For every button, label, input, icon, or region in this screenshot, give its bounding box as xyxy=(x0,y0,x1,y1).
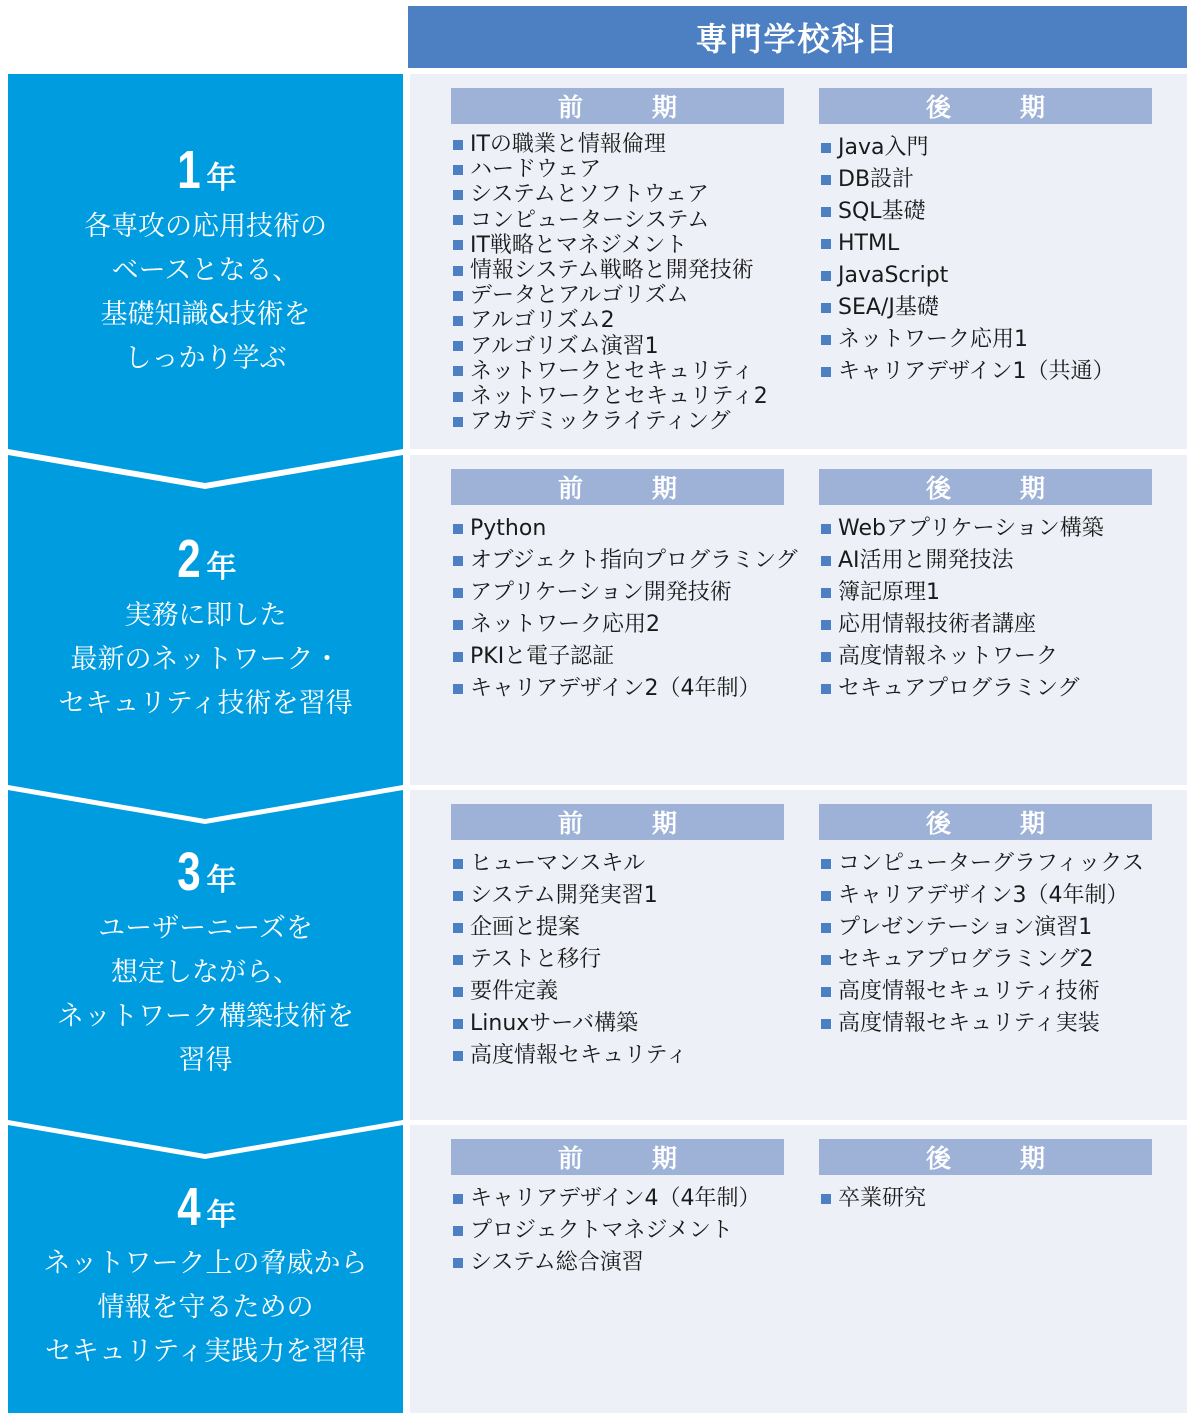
square-bullet-icon xyxy=(821,588,831,598)
square-bullet-icon xyxy=(453,1051,463,1061)
square-bullet-icon xyxy=(453,190,463,200)
course-list xyxy=(819,132,1152,388)
course-name: システム総合演習 xyxy=(470,1250,644,1275)
course-name: DB設計 xyxy=(838,167,915,192)
course-item xyxy=(451,258,784,283)
course-list xyxy=(819,513,1152,705)
year-suffix: 年 xyxy=(206,550,237,585)
course-item xyxy=(819,356,1152,388)
square-bullet-icon xyxy=(821,891,831,901)
course-name: システム開発実習1 xyxy=(470,883,658,908)
late-term-column xyxy=(819,469,1152,705)
square-bullet-icon xyxy=(821,1019,831,1029)
square-bullet-icon xyxy=(453,859,463,869)
course-name: オブジェクト指向プログラミング xyxy=(470,548,798,573)
course-name: アルゴリズム演習1 xyxy=(470,333,659,359)
course-item xyxy=(819,912,1152,944)
year-1-courses xyxy=(410,74,1187,449)
course-item xyxy=(451,673,784,705)
course-name: アカデミックライティング xyxy=(470,409,731,435)
year-label xyxy=(174,139,237,200)
square-bullet-icon xyxy=(453,291,463,301)
square-bullet-icon xyxy=(453,366,463,376)
course-item xyxy=(451,1040,784,1072)
course-name: アルゴリズム2 xyxy=(470,308,615,334)
square-bullet-icon xyxy=(453,341,463,351)
square-bullet-icon xyxy=(821,271,831,281)
course-name: セキュアプログラミング xyxy=(838,676,1080,701)
year-suffix: 年 xyxy=(206,1198,237,1233)
square-bullet-icon xyxy=(821,175,831,185)
course-name: ヒューマンスキル xyxy=(470,851,646,876)
square-bullet-icon xyxy=(821,303,831,313)
course-name: キャリアデザイン3（4年制） xyxy=(838,883,1129,908)
course-item xyxy=(451,359,784,384)
course-item xyxy=(819,641,1152,673)
course-item xyxy=(819,196,1152,228)
course-name: プロジェクトマネジメント xyxy=(470,1218,733,1243)
year-description-line: ユーザーニーズを xyxy=(98,913,313,944)
course-item xyxy=(451,233,784,258)
square-bullet-icon xyxy=(453,684,463,694)
course-name: AI活用と開発技法 xyxy=(838,548,1014,573)
course-item xyxy=(819,164,1152,196)
course-item xyxy=(451,384,784,409)
course-item xyxy=(451,944,784,976)
square-bullet-icon xyxy=(453,955,463,965)
course-name: 応用情報技術者講座 xyxy=(838,612,1037,637)
year-number: 1 xyxy=(177,139,202,200)
course-name: PKIと電子認証 xyxy=(470,644,615,669)
course-name: コンピューターシステム xyxy=(470,207,710,233)
year-label xyxy=(174,842,237,902)
course-item xyxy=(451,283,784,308)
course-name: 情報システム戦略と開発技術 xyxy=(470,258,754,284)
square-bullet-icon xyxy=(453,1194,463,1204)
course-item xyxy=(451,880,784,912)
course-item xyxy=(819,976,1152,1008)
square-bullet-icon xyxy=(821,859,831,869)
course-item xyxy=(451,182,784,207)
late-term-column xyxy=(819,1139,1152,1215)
year-number: 4 xyxy=(177,1177,202,1237)
course-name: IT戦略とマネジメント xyxy=(470,232,688,258)
course-list xyxy=(451,513,798,705)
year-description-line: しっかり学ぶ xyxy=(124,342,287,374)
course-item xyxy=(819,545,1152,577)
year-description-line: 各専攻の応用技術の xyxy=(84,210,327,242)
course-item xyxy=(819,292,1152,324)
year-label xyxy=(174,1177,237,1237)
square-bullet-icon xyxy=(453,891,463,901)
course-name: アプリケーション開発技術 xyxy=(470,580,732,605)
square-bullet-icon xyxy=(821,239,831,249)
course-item xyxy=(819,324,1152,356)
year-number: 2 xyxy=(177,529,202,589)
square-bullet-icon xyxy=(821,556,831,566)
year-2-panel xyxy=(8,455,403,785)
course-item xyxy=(451,1215,784,1247)
course-item xyxy=(451,1247,784,1279)
year-description-line: セキュリティ技術を習得 xyxy=(58,688,353,719)
course-item xyxy=(819,228,1152,260)
course-name: ITの職業と情報倫理 xyxy=(470,132,666,157)
square-bullet-icon xyxy=(821,524,831,534)
year-description-line: 情報を守るための xyxy=(97,1292,314,1323)
year-2-courses xyxy=(410,455,1187,785)
late-term-heading: 後 期 xyxy=(819,88,1152,124)
course-item xyxy=(819,577,1152,609)
course-name: 高度情報セキュリティ xyxy=(470,1043,688,1068)
late-term-column xyxy=(819,804,1152,1040)
course-item xyxy=(451,132,784,157)
course-item xyxy=(451,308,784,333)
square-bullet-icon xyxy=(453,923,463,933)
course-name: Java入門 xyxy=(838,135,929,160)
course-name: キャリアデザイン1（共通） xyxy=(838,359,1115,384)
square-bullet-icon xyxy=(821,335,831,345)
square-bullet-icon xyxy=(453,240,463,250)
course-name: システムとソフトウェア xyxy=(470,182,709,208)
course-item xyxy=(451,1008,784,1040)
early-term-column xyxy=(451,1139,784,1279)
square-bullet-icon xyxy=(453,524,463,534)
course-name: ネットワークとセキュリティ2 xyxy=(470,384,768,410)
late-term-heading: 後 期 xyxy=(819,1139,1152,1175)
course-item xyxy=(451,208,784,233)
square-bullet-icon xyxy=(821,207,831,217)
course-name: JavaScript xyxy=(838,263,949,288)
square-bullet-icon xyxy=(453,556,463,566)
course-item xyxy=(451,1183,784,1215)
late-term-heading: 後 期 xyxy=(819,804,1152,840)
course-name: ハードウェア xyxy=(470,157,602,183)
square-bullet-icon xyxy=(453,1019,463,1029)
course-item xyxy=(819,1183,1152,1215)
early-term-column xyxy=(451,469,798,705)
square-bullet-icon xyxy=(453,987,463,997)
course-item xyxy=(819,609,1152,641)
course-item xyxy=(451,157,784,182)
square-bullet-icon xyxy=(453,588,463,598)
square-bullet-icon xyxy=(821,955,831,965)
year-description-line: 想定しながら、 xyxy=(111,957,300,988)
course-item xyxy=(819,673,1152,705)
course-name: キャリアデザイン2（4年制） xyxy=(470,676,761,701)
course-item xyxy=(451,609,784,641)
course-item xyxy=(451,409,784,434)
square-bullet-icon xyxy=(453,215,463,225)
square-bullet-icon xyxy=(453,266,463,276)
course-item xyxy=(819,513,1152,545)
square-bullet-icon xyxy=(453,165,463,175)
course-item xyxy=(451,513,784,545)
course-name: Webアプリケーション構築 xyxy=(838,516,1104,541)
year-description-line: ネットワーク上の脅威から xyxy=(43,1248,368,1279)
course-item xyxy=(819,848,1152,880)
square-bullet-icon xyxy=(453,1226,463,1236)
course-name: セキュアプログラミング2 xyxy=(838,947,1094,972)
square-bullet-icon xyxy=(453,316,463,326)
square-bullet-icon xyxy=(453,417,463,427)
course-name: Linuxサーバ構築 xyxy=(470,1011,639,1036)
course-item xyxy=(451,545,798,577)
year-1-panel xyxy=(8,74,403,449)
course-list xyxy=(819,1183,1152,1215)
course-item xyxy=(451,577,784,609)
course-name: 高度情報セキュリティ技術 xyxy=(838,979,1100,1004)
year-suffix: 年 xyxy=(206,863,237,898)
early-term-heading: 前 期 xyxy=(451,804,784,840)
year-description-line: 習得 xyxy=(178,1045,233,1076)
square-bullet-icon xyxy=(821,1194,831,1204)
course-name: SQL基礎 xyxy=(838,199,926,224)
course-name: データとアルゴリズム xyxy=(470,283,689,309)
course-item xyxy=(451,912,784,944)
square-bullet-icon xyxy=(821,367,831,377)
square-bullet-icon xyxy=(821,923,831,933)
year-number: 3 xyxy=(177,842,202,902)
course-item xyxy=(819,260,1152,292)
course-name: SEA/J基礎 xyxy=(838,295,939,320)
course-item xyxy=(819,132,1152,164)
year-description-line: 最新のネットワーク・ xyxy=(70,644,341,675)
course-name: HTML xyxy=(838,231,900,256)
year-description-line: 基礎知識&技術を xyxy=(100,298,311,330)
page-header: 専門学校科目 xyxy=(408,6,1187,68)
square-bullet-icon xyxy=(821,620,831,630)
course-name: テストと移行 xyxy=(470,947,602,972)
square-bullet-icon xyxy=(821,143,831,153)
course-item xyxy=(451,976,784,1008)
course-name: ネットワークとセキュリティ xyxy=(470,358,754,384)
year-suffix: 年 xyxy=(206,160,237,196)
course-item xyxy=(819,1008,1152,1040)
square-bullet-icon xyxy=(821,987,831,997)
course-name: ネットワーク応用1 xyxy=(838,327,1028,352)
early-term-heading: 前 期 xyxy=(451,469,784,505)
course-name: 高度情報ネットワーク xyxy=(838,644,1059,669)
year-label xyxy=(174,529,237,589)
course-item xyxy=(819,944,1152,976)
course-item xyxy=(451,848,784,880)
course-name: キャリアデザイン4（4年制） xyxy=(470,1186,761,1211)
course-item xyxy=(451,334,784,359)
course-name: プレゼンテーション演習1 xyxy=(838,915,1093,940)
course-list xyxy=(819,848,1152,1040)
year-3-courses xyxy=(410,790,1187,1120)
course-list xyxy=(451,1183,784,1279)
year-description-line: ベースとなる、 xyxy=(111,254,300,286)
course-item xyxy=(451,641,784,673)
square-bullet-icon xyxy=(453,620,463,630)
year-description-line: セキュリティ実践力を習得 xyxy=(44,1336,367,1367)
year-description-line: ネットワーク構築技術を xyxy=(57,1001,354,1032)
late-term-column xyxy=(819,88,1152,388)
square-bullet-icon xyxy=(453,1258,463,1268)
year-4-courses xyxy=(410,1125,1187,1413)
course-name: 要件定義 xyxy=(470,979,559,1004)
year-4-panel xyxy=(8,1125,403,1413)
square-bullet-icon xyxy=(821,684,831,694)
course-name: 簿記原理1 xyxy=(838,580,940,605)
course-name: Python xyxy=(470,516,547,541)
course-name: ネットワーク応用2 xyxy=(470,612,660,637)
year-description-line: 実務に即した xyxy=(124,600,287,631)
course-name: コンピューターグラフィックス xyxy=(838,851,1145,876)
square-bullet-icon xyxy=(821,652,831,662)
course-list xyxy=(451,848,784,1072)
early-term-column xyxy=(451,88,784,434)
course-item xyxy=(819,880,1152,912)
course-name: 高度情報セキュリティ実装 xyxy=(838,1011,1100,1036)
course-name: 企画と提案 xyxy=(470,915,581,940)
square-bullet-icon xyxy=(453,392,463,402)
early-term-heading: 前 期 xyxy=(451,1139,784,1175)
course-list xyxy=(451,132,784,434)
year-3-panel xyxy=(8,790,403,1120)
early-term-column xyxy=(451,804,784,1072)
course-name: 卒業研究 xyxy=(838,1186,927,1211)
late-term-heading: 後 期 xyxy=(819,469,1152,505)
square-bullet-icon xyxy=(453,140,463,150)
early-term-heading: 前 期 xyxy=(451,88,784,124)
square-bullet-icon xyxy=(453,652,463,662)
